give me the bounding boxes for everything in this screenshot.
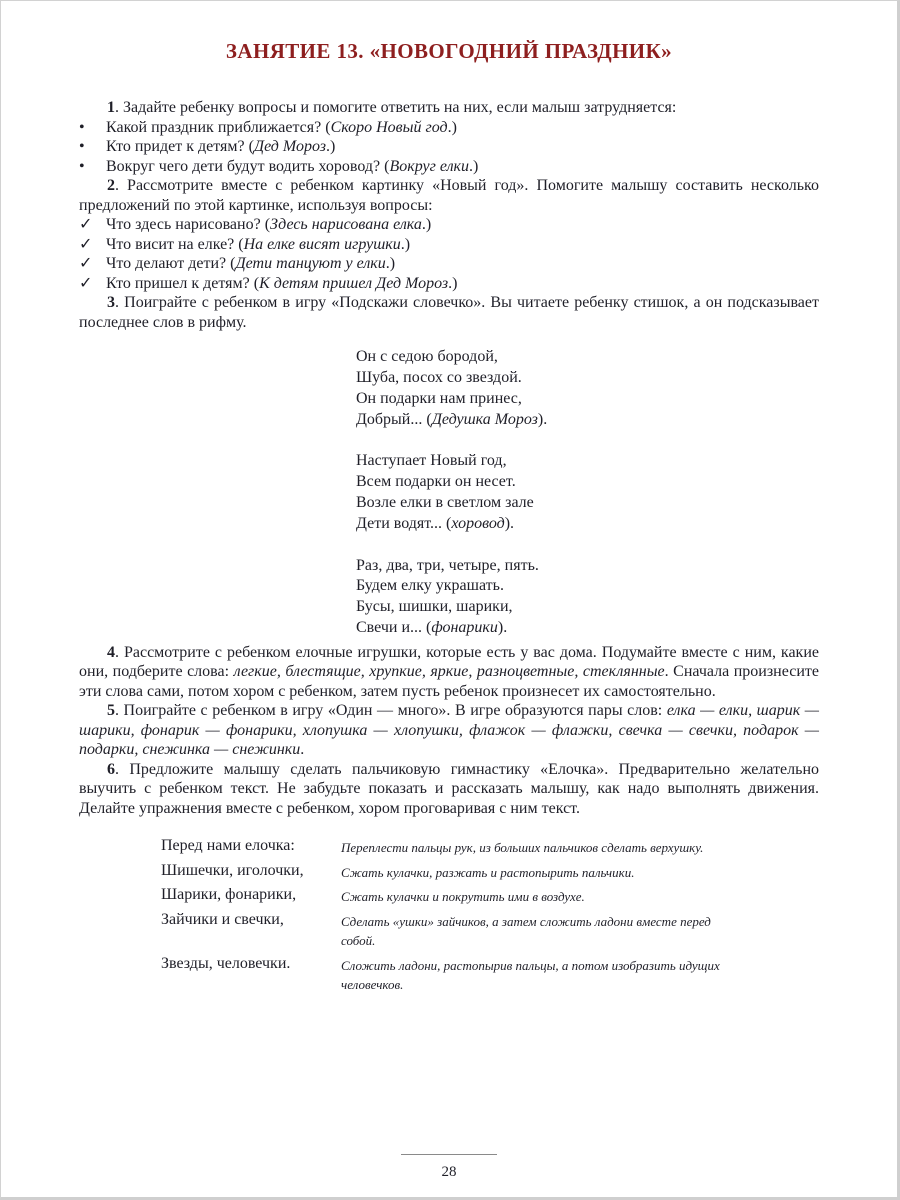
task-6-text: . Предложите малышу сделать пальчиковую гимнастику «Елочка». Предварительно желательно выучить с ребенком текст. Не забудьте показать и рассказать малышу, как надо выполнять движения. Делайте упражнения вместе с ребенком, хором проговаривая с ним текст. [79,760,819,817]
task-5-number: 5 [107,702,115,720]
question-text: Что делают дети? ( [106,255,236,273]
poem-line: Он подарки нам принес, [356,389,522,407]
list-item [79,274,819,294]
answer-italic: Скоро Новый год [330,118,448,136]
table-row [161,836,819,858]
word-pairs-italic: елка — елки, шарик — шарики, фонарик — фонарики, хлопушка — хлопушки, флажок — флажки, свечка — свечки, подарок — подарки, снежинка — снежинки [79,702,819,759]
poem-line [356,514,819,535]
task-4-text: . Рассмотрите с ребенком елочные игрушки, которые есть у вас дома. Подумайте вместе с ним, какие они, подберите слова: [79,643,819,681]
answer-italic: На елке висят игрушки [243,235,401,253]
table-row [161,954,819,995]
task-2-question-list [79,215,819,293]
footer-divider [401,1154,497,1155]
movement-instruction: Сделать «ушки» зайчиков, а затем сложить ладони вместе перед собой. [341,913,711,949]
list-item [79,215,819,235]
page-number: 28 [441,1164,457,1180]
question-close: .) [421,216,432,234]
poem-line: Всем подарки он несет. [356,473,516,491]
task-3-number: 3 [107,294,115,312]
checkmark-icon: ✓ [79,274,93,292]
rhyme-answer-italic: хоровод [451,514,505,532]
verse-line: Шарики, фонарики, [161,886,297,904]
question-close: .) [326,138,336,156]
table-row [161,885,819,907]
task-1-paragraph [79,98,819,118]
task-6-paragraph [79,760,819,819]
list-item [79,235,819,255]
question-text: Какой праздник приближается? ( [106,118,331,136]
question-line [106,274,819,294]
stanza-3 [356,556,819,639]
poem-line: Будем елку украшать. [356,577,504,595]
poem-line: Бусы, шишки, шарики, [356,598,513,616]
poem-line: Он с седою бородой, [356,348,498,366]
question-close: .) [469,157,479,175]
page-title: ЗАНЯТИЕ 13. «НОВОГОДНИЙ ПРАЗДНИК» [225,39,673,63]
checkmark-icon: ✓ [79,235,93,253]
task-3-paragraph [79,293,819,332]
task-2-text: . Рассмотрите вместе с ребенком картинку «Новый год». Помогите малышу составить несколько предложений по этой картинке, используя вопросы: [79,177,819,214]
poem-line-close: ). [537,410,548,428]
question-close: .) [400,235,411,253]
poem-line: Раз, два, три, четыре, пять. [356,556,539,574]
rhyme-answer-italic: фонарики [431,618,498,636]
answer-italic: Вокруг елки [389,157,470,175]
answer-italic: Здесь нарисована елка [270,216,422,234]
task-5-text-end: . [300,741,305,759]
question-line [106,215,819,235]
finger-gymnastics-table [161,836,819,995]
list-item [79,254,819,274]
task-6-number: 6 [107,760,115,778]
table-row [161,910,819,951]
task-2-number: 2 [107,177,115,195]
movement-instruction: Сжать кулачки, разжать и растопырить пальчики. [341,864,635,880]
bullet-icon: • [79,157,85,175]
bullet-icon: • [79,138,85,156]
checkmark-icon: ✓ [79,216,93,234]
list-item [79,137,819,157]
movement-instruction: Сжать кулачки и покрутить ими в воздухе. [341,889,585,905]
answer-italic: Дети танцуют у елки [235,255,386,273]
poem-line-text: Свечи и... ( [356,618,432,636]
question-text: Кто пришел к детям? ( [106,274,260,292]
movement-instruction: Сложить ладони, растопырив пальцы, а потом изобразить идущих человечков. [341,957,720,993]
rhyme-answer-italic: Дедушка Мороз [431,410,538,428]
task-1-text: . Задайте ребенку вопросы и помогите ответить на них, если малыш затрудняется: [115,99,677,116]
task-5-text: . Поиграйте с ребенком в игру «Один — много». В игре образуются пары слов: [115,702,667,720]
verse-line: Зайчики и свечки, [161,910,284,928]
checkmark-icon: ✓ [79,255,93,273]
task-4-text-end: . Сначала произнесите эти слова сами, потом хором с ребенком, затем пусть ребенок произнесет их самостоятельно. [79,663,819,700]
question-close: .) [447,118,457,136]
page-footer [1,1154,897,1181]
table-row [161,861,819,883]
question-text: Кто придет к детям? ( [106,138,254,156]
poem-line [356,618,819,639]
question-line [106,235,819,255]
poem-line-text: Дети водят... ( [356,514,452,532]
bullet-icon: • [79,118,85,136]
task-1-number: 1 [107,99,115,116]
stanza-2 [356,451,819,534]
task-5-paragraph [79,701,819,760]
stanza-1 [356,347,819,430]
question-line [106,118,819,138]
question-line [106,254,819,274]
task-1-question-list [79,118,819,177]
answer-italic: Дед Мороз [253,138,327,156]
question-line [106,137,819,157]
poem-block [356,347,819,639]
poem-line-close: ). [504,514,515,532]
verse-line: Перед нами елочка: [161,837,295,855]
question-close: .) [448,274,458,292]
verse-line: Звезды, человечки. [161,954,291,972]
poem-line: Наступает Новый год, [356,452,507,470]
list-item [79,118,819,138]
answer-italic: К детям пришел Дед Мороз [259,274,449,292]
task-3-text: . Поиграйте с ребенком в игру «Подскажи словечко». Вы читаете ребенку стишок, а он подсказывает последнее слов в рифму. [79,294,819,331]
question-close: .) [385,255,396,273]
word-list-italic: легкие, блестящие, хрупкие, яркие, разноцветные, стеклянные [233,663,665,681]
poem-line: Шуба, посох со звездой. [356,368,522,386]
verse-line: Шишечки, иголочки, [161,861,304,879]
poem-line-text: Добрый... ( [356,410,432,428]
task-2-paragraph [79,176,819,215]
poem-line [356,410,819,431]
poem-line: Возле елки в светлом зале [356,493,534,511]
poem-line-close: ). [497,618,508,636]
question-text: Вокруг чего дети будут водить хоровод? ( [106,157,390,175]
movement-instruction: Переплести пальцы рук, из больших пальчиков сделать верхушку. [341,840,704,856]
question-text: Что здесь нарисовано? ( [106,216,271,234]
question-text: Что висит на елке? ( [106,235,244,253]
task-4-paragraph [79,643,819,702]
task-4-number: 4 [107,643,115,661]
question-line [106,157,819,177]
list-item [79,157,819,177]
